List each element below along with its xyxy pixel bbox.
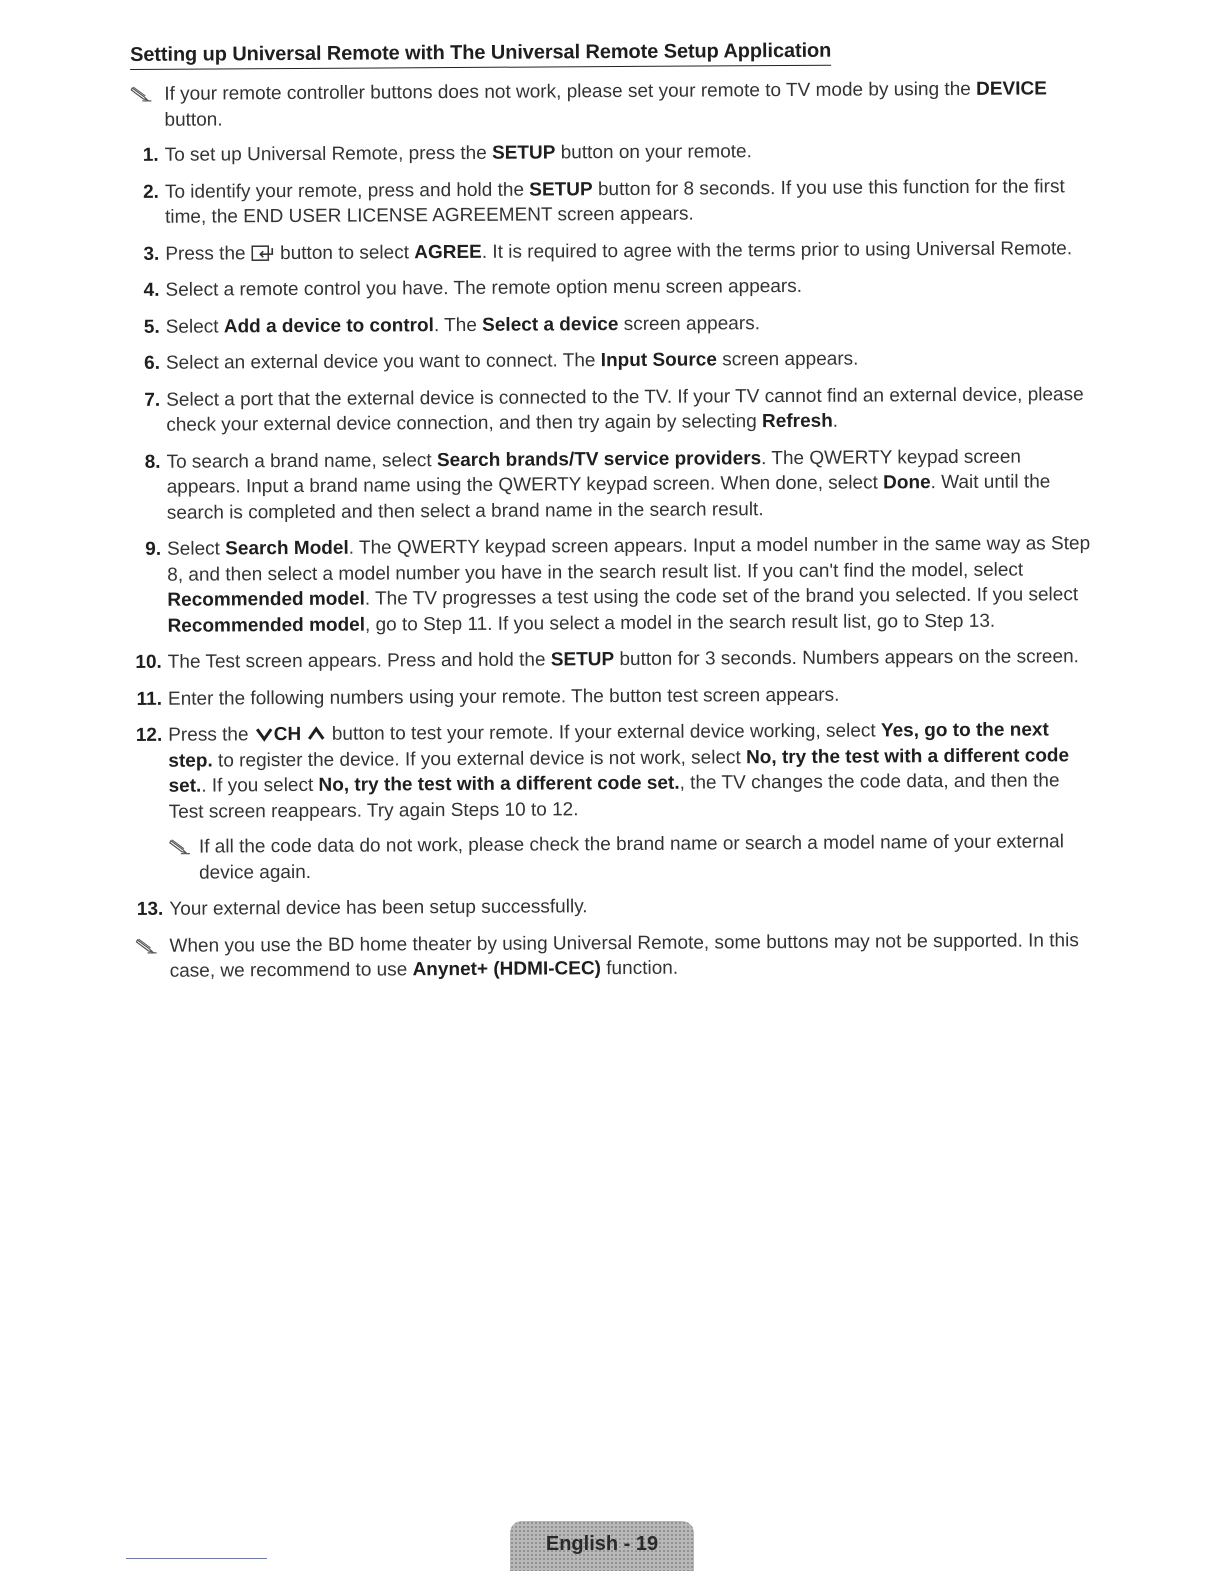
section-heading: Setting up Universal Remote with The Universal Remote Setup Application xyxy=(130,40,831,70)
step-11 xyxy=(134,681,1094,712)
recommended-model-label: Recommended model xyxy=(167,614,366,637)
step-text: , the TV changes the code data, and then the Test screen reappears. Try again Steps 10 to 12. xyxy=(168,770,1060,823)
select-device-label: Select a device xyxy=(482,313,619,336)
no-try-different-code-label: No, try the test with a different code set. xyxy=(318,772,680,796)
chevron-up-icon xyxy=(306,726,326,742)
closing-note-text: When you use the BD home theater by using Universal Remote, some buttons may not be supported. In this case, we recommend to use xyxy=(169,929,1079,982)
step-4 xyxy=(131,272,1091,303)
input-source-label: Input Source xyxy=(600,349,717,372)
step-number: 1. xyxy=(142,144,159,166)
step-text: to register the device. If you external device is not work, select xyxy=(212,746,747,772)
step-text: To search a brand name, select xyxy=(166,449,437,473)
pencil-note-icon xyxy=(135,936,157,954)
step-10 xyxy=(134,644,1094,675)
step-text: Select a remote control you have. The remote option menu screen appears. xyxy=(165,275,803,301)
no-try-different-code-label: No, try the test with a different code set. xyxy=(168,744,1070,797)
step-number: 5. xyxy=(143,316,160,338)
step-text: . Wait until the search is completed and then select a brand name in the search result. xyxy=(166,471,1051,524)
step-12 xyxy=(134,717,1095,886)
content-column xyxy=(130,38,1096,994)
step-number: 13. xyxy=(136,898,164,920)
setup-label: SETUP xyxy=(529,178,593,201)
step-text: button on your remote. xyxy=(555,141,752,164)
step-12-note xyxy=(169,829,1095,886)
step-text: button to test your remote. If your external device working, select xyxy=(326,720,881,745)
step-list xyxy=(131,137,1096,922)
step-text: . If you select xyxy=(201,774,319,797)
step-text: The Test screen appears. Press and hold the xyxy=(167,649,551,673)
step-number: 9. xyxy=(145,538,162,560)
step-text: . The QWERTY keypad screen appears. Input a model number in the same way as Step 8, and then select a model number you have in the search result list. If you can't find the model, select xyxy=(167,533,1091,586)
intro-note-text-end: button. xyxy=(164,108,223,131)
step-1 xyxy=(131,137,1091,168)
closing-note-text-end: function. xyxy=(600,957,679,980)
pencil-note-icon xyxy=(130,85,152,103)
step-6 xyxy=(132,345,1092,376)
enter-button-icon xyxy=(251,244,275,262)
step-number: 2. xyxy=(142,181,159,203)
step-number: 4. xyxy=(143,279,160,301)
step-text: . xyxy=(832,410,839,432)
step-number: 6. xyxy=(144,352,161,374)
footer-rule xyxy=(126,1558,267,1559)
closing-note xyxy=(135,928,1095,985)
search-model-label: Search Model xyxy=(225,537,349,560)
step-9 xyxy=(133,531,1094,639)
step-text: Select a port that the external device is connected to the TV. If your TV cannot find an external device, please check your external device connection, and then try again by selecting xyxy=(166,383,1084,436)
step-2 xyxy=(131,174,1091,231)
step-8 xyxy=(132,444,1092,526)
step-text: Enter the following numbers using your remote. The button test screen appears. xyxy=(167,684,840,710)
step-text: . The QWERTY keypad screen appears. Input a brand name using the QWERTY keypad screen. When done, select xyxy=(166,446,1021,498)
step-number: 8. xyxy=(144,451,161,473)
search-brands-label: Search brands/TV service providers xyxy=(436,447,762,471)
step-3 xyxy=(131,236,1091,267)
ch-label: CH xyxy=(273,723,302,746)
step-number: 11. xyxy=(136,688,163,710)
yes-next-step-label: Yes, go to the next step. xyxy=(168,719,1049,772)
step-text: button for 8 seconds. If you use this function for the first time, the END USER LICENSE AGREEMENT screen appears. xyxy=(164,175,1065,228)
step-number: 12. xyxy=(135,724,163,746)
page-number-badge: English - 19 xyxy=(510,1521,694,1571)
step-text: button to select xyxy=(274,241,415,264)
step-text: Press the xyxy=(168,724,254,746)
step-text: screen appears. xyxy=(716,348,859,371)
device-button-label: DEVICE xyxy=(976,78,1047,100)
step-7 xyxy=(132,382,1092,439)
setup-label: SETUP xyxy=(491,142,556,164)
step-text: , go to Step 11. If you select a model in the search result list, go to Step 13. xyxy=(364,610,996,636)
pencil-note-icon xyxy=(169,838,191,856)
step-13 xyxy=(135,891,1095,922)
step-text: To identify your remote, press and hold the xyxy=(164,179,530,203)
step-text: button for 3 seconds. Numbers appears on the screen. xyxy=(614,646,1079,671)
step-text: Press the xyxy=(165,242,251,265)
step-text: Select an external device you want to connect. The xyxy=(165,350,601,374)
step-text: Select xyxy=(167,538,226,560)
step-number: 7. xyxy=(144,389,161,411)
intro-note xyxy=(130,76,1090,133)
setup-label: SETUP xyxy=(550,649,615,671)
done-label: Done xyxy=(883,472,931,494)
step-5 xyxy=(132,309,1092,340)
step-text: Your external device has been setup successfully. xyxy=(169,896,588,920)
step-12-note-text: If all the code data do not work, please check the brand name or search a model name of your external device again. xyxy=(198,831,1064,884)
agree-label: AGREE xyxy=(414,241,482,263)
step-text: . The TV progresses a test using the code set of the brand you selected. If you select xyxy=(364,584,1079,610)
refresh-label: Refresh xyxy=(761,410,833,433)
chevron-down-icon xyxy=(254,726,274,742)
step-number: 3. xyxy=(143,243,160,265)
add-device-label: Add a device to control xyxy=(223,314,434,337)
recommended-model-label: Recommended model xyxy=(167,588,365,611)
intro-note-text: If your remote controller buttons does not work, please set your remote to TV mode by using the xyxy=(164,78,977,105)
step-text: To set up Universal Remote, press the xyxy=(164,142,493,166)
step-text: Select xyxy=(165,315,224,338)
step-number: 10. xyxy=(135,651,162,673)
anynet-label: Anynet+ (HDMI-CEC) xyxy=(412,958,602,981)
step-text: screen appears. xyxy=(618,312,760,335)
step-text: . It is required to agree with the terms prior to using Universal Remote. xyxy=(481,237,1073,263)
step-text: . The xyxy=(433,314,483,336)
